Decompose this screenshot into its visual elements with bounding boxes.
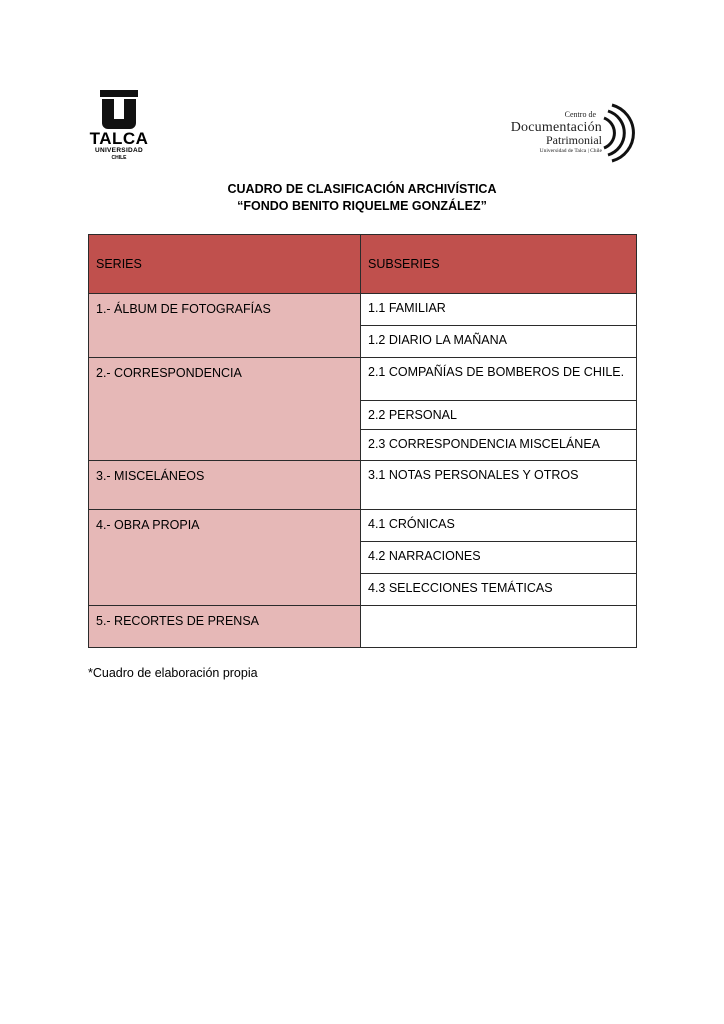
subseries-cell: 1.1 FAMILIAR <box>361 294 637 326</box>
subseries-cell: 3.1 NOTAS PERSONALES Y OTROS <box>361 461 637 510</box>
sound-arcs-icon <box>600 102 636 164</box>
series-cell: 4.- OBRA PROPIA <box>89 510 361 606</box>
series-cell: 2.- CORRESPONDENCIA <box>89 358 361 461</box>
table-row <box>89 358 637 401</box>
logo-right-line2: Documentación <box>510 120 602 135</box>
logo-right-line1: Centro de <box>564 110 596 119</box>
logo-country: CHILE <box>111 155 127 161</box>
subseries-cell: 4.1 CRÓNICAS <box>361 510 637 542</box>
logo-word: TALCA <box>89 129 149 148</box>
subseries-cell: 1.2 DIARIO LA MAÑANA <box>361 326 637 358</box>
subseries-cell: 2.3 CORRESPONDENCIA MISCELÁNEA <box>361 430 637 461</box>
header-series: SERIES <box>89 235 361 294</box>
table-row <box>89 461 637 510</box>
table-row <box>89 294 637 326</box>
document-title: CUADRO DE CLASIFICACIÓN ARCHIVÍSTICA <box>227 182 497 196</box>
footnote: *Cuadro de elaboración propia <box>88 666 258 680</box>
subseries-cell: 2.2 PERSONAL <box>361 401 637 430</box>
universidad-talca-logo <box>88 90 150 168</box>
logo-right-line3: Patrimonial <box>546 133 602 147</box>
series-cell: 1.- ÁLBUM DE FOTOGRAFÍAS <box>89 294 361 358</box>
header-subseries: SUBSERIES <box>361 235 637 294</box>
logo-u-top-bar <box>100 90 138 97</box>
series-cell: 3.- MISCELÁNEOS <box>89 461 361 510</box>
table-row <box>89 606 637 648</box>
subseries-cell: 4.3 SELECCIONES TEMÁTICAS <box>361 574 637 606</box>
table-header-row <box>89 235 637 294</box>
centro-documentacion-logo <box>490 102 636 164</box>
logo-subtitle: UNIVERSIDAD <box>94 147 144 154</box>
logo-right-line4: Universidad de Talca | Chile <box>539 148 602 154</box>
classification-table <box>88 234 637 648</box>
logo-u-gap <box>114 99 124 119</box>
subseries-cell: 2.1 COMPAÑÍAS DE BOMBEROS DE CHILE. <box>361 358 637 401</box>
subseries-cell: 4.2 NARRACIONES <box>361 542 637 574</box>
document-subtitle: “FONDO BENITO RIQUELME GONZÁLEZ” <box>237 199 487 213</box>
subseries-cell <box>361 606 637 648</box>
table-row <box>89 510 637 542</box>
series-cell: 5.- RECORTES DE PRENSA <box>89 606 361 648</box>
